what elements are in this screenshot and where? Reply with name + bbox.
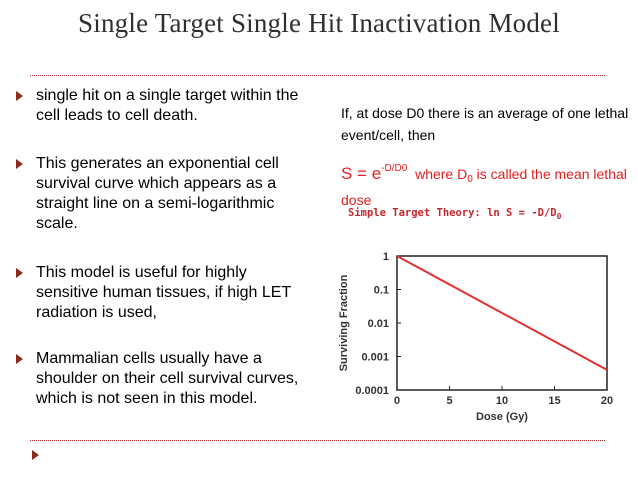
slide-end-arrow-icon [32, 450, 39, 460]
theory-text: Simple Target Theory: ln S = -D/D [348, 207, 557, 219]
bottom-divider [30, 440, 605, 441]
bullet-arrow-icon [16, 268, 23, 278]
y-axis-label: Surviving Fraction [338, 274, 350, 372]
bullet-arrow-icon [16, 354, 23, 364]
bullet-text: This generates an exponential cell survival curve which appears as a straight line on a semi-logarithmic scale. [36, 155, 279, 232]
bullet-text: This model is useful for highly sensitive human tissues, if high LET radiation is used, [36, 264, 291, 321]
formula-rhs: is called the mean lethal dose [341, 166, 627, 208]
simple-target-theory [348, 207, 638, 221]
y-tick-label: 1 [382, 251, 389, 263]
survival-chart [325, 242, 625, 434]
x-tick-label: 0 [393, 395, 401, 407]
bullet-arrow-icon [16, 91, 23, 101]
plot-frame [397, 256, 607, 390]
theory-subscript: 0 [556, 212, 562, 222]
x-tick-label: 10 [495, 395, 509, 407]
y-tick-label: 0.1 [373, 284, 389, 297]
x-tick-label: 15 [548, 395, 561, 407]
x-tick-label: 20 [600, 395, 614, 407]
formula-subscript: 0 [467, 174, 473, 185]
x-tick-label: 5 [446, 395, 453, 407]
bullet-arrow-icon [16, 159, 23, 169]
formula-mid: where D [415, 166, 468, 182]
y-tick-label: 0.001 [361, 351, 389, 364]
dose-explanation: If, at dose D0 there is an average of one lethal event/cell, then [341, 105, 629, 143]
x-axis-label: Dose (Gy) [476, 411, 528, 423]
y-tick-label: 0.0001 [355, 385, 389, 397]
bullet-text: single hit on a single target within the cell leads to cell death. [36, 87, 299, 124]
title-divider [30, 75, 605, 76]
survival-formula [341, 159, 631, 210]
bullet-text: Mammalian cells usually have a shoulder on their cell survival curves, which is not seen in this model. [36, 350, 299, 407]
formula-exponent: -D/D0 [381, 163, 408, 174]
formula-lhs: S = e [341, 164, 382, 183]
y-tick-label: 0.01 [367, 318, 389, 330]
slide-title: Single Target Single Hit Inactivation Model [78, 8, 560, 38]
